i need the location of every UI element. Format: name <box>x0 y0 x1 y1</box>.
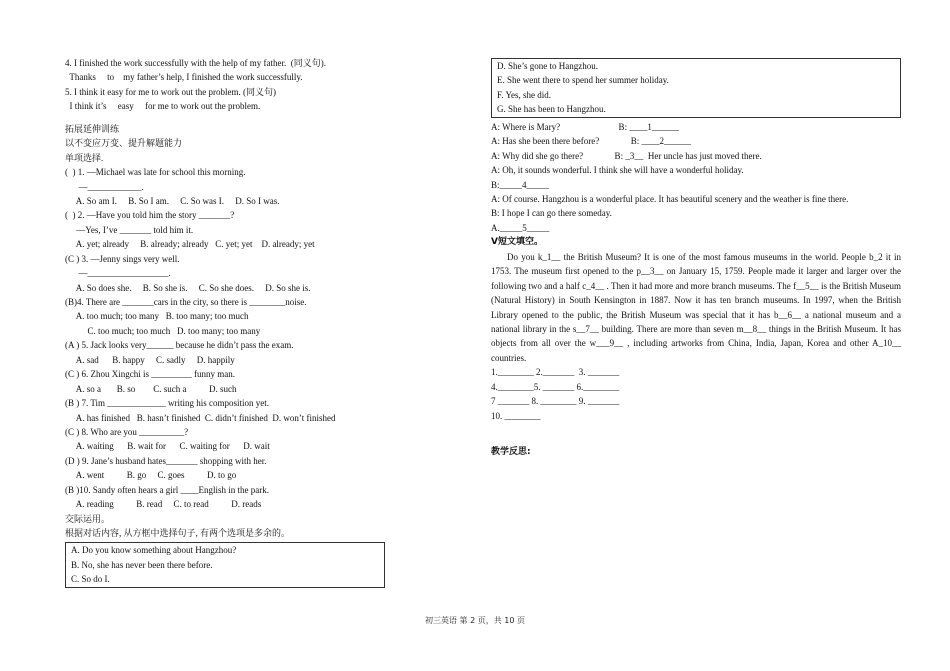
section-title: V短文填空。 <box>491 237 543 248</box>
option-line: A. Do you know something about Hangzhou? <box>71 545 237 556</box>
teaching-reflection: 教学反思: <box>491 447 531 458</box>
dialog-line: A: Where is Mary? B: ____1______ <box>491 121 679 132</box>
text-line: (B ) 7. Tim _____________ writing his composition yet. <box>65 398 270 409</box>
dialog-line: B: I hope I can go there someday. <box>491 208 612 219</box>
text-line <box>65 114 385 122</box>
dialog-line: A: Oh, it sounds wonderful. I think she will have a wonderful holiday. <box>491 165 744 176</box>
dialog-line: A: Has she been there before? B: ____2______ <box>491 136 691 147</box>
text-line: A. So does she. B. So she is. C. So she does. D. So she is. <box>65 282 311 293</box>
option-line: F. Yes, she did. <box>497 89 552 100</box>
passage <box>491 250 901 366</box>
text-line: A. reading B. read C. to read D. reads <box>65 499 262 510</box>
dialog-lines <box>491 120 901 236</box>
text-line: —Yes, I’ve _______ told him it. <box>65 224 194 235</box>
text-line: A. went B. go C. goes D. to go <box>65 470 237 481</box>
text-line: 拓展延伸训练 <box>65 123 120 134</box>
answer-line: 10. ________ <box>491 410 541 421</box>
text-line: A. has finished B. hasn’t finished C. didn’t finished D. won’t finished <box>65 412 336 423</box>
text-line: 4. I finished the work successfully with the help of my father. (同义句). <box>65 58 326 68</box>
text-line: —____________. <box>65 181 144 192</box>
text-line: ( ) 1. —Michael was late for school this morning. <box>65 167 246 178</box>
right-column <box>491 56 901 460</box>
passage-text: Do you k_1__ the British Museum? It is one of the most famous museums in the world. People b_2 it in 1753. The museum first opened to the p__3__ on January 15, 1759. People made it larger and larger over the following two and a half c_4__ . Then it had more and more branch museums. The f__5__ is the British Museum (Natural History) in South Kensington in 1887. Now it has ten branch museums. In 1997, when the British Library opened to the public, the British Museum was special that it has b__6__ a national museum and a national library in the s__7__ building. There are more than seven m__8__ things in the British Museum. It has objects from all over the w___9__ , including artworks from China, India, Japan, Korea and other A_10__ countries. <box>491 251 901 363</box>
text-line: 5. I think it easy for me to work out the problem. (同义句) <box>65 86 276 97</box>
answer-lines <box>491 365 901 423</box>
option-line: G. She has been to Hangzhou. <box>497 104 606 115</box>
option-line: D. She’s gone to Hangzhou. <box>497 61 598 71</box>
text-line: A. yet; already B. already; already C. yet; yet D. already; yet <box>65 239 315 250</box>
text-line: 根据对话内容, 从方框中选择句子, 有两个选项是多余的。 <box>65 528 291 538</box>
dialog-line: A._____5_____ <box>491 222 550 233</box>
option-line: B. No, she has never been there before. <box>71 559 213 570</box>
dialog-line: B:_____4_____ <box>491 179 550 190</box>
text-line: (C ) 3. —Jenny sings very well. <box>65 253 180 264</box>
options-box-left <box>65 542 385 587</box>
text-line: (D ) 9. Jane’s husband hates_______ shopping with her. <box>65 455 267 466</box>
text-line: ( ) 2. —Have you told him the story _______? <box>65 210 235 221</box>
answer-line: 1.________ 2._______ 3. _______ <box>491 367 620 378</box>
text-line: A. so a B. so C. such a D. such <box>65 383 237 394</box>
text-line: (C ) 6. Zhou Xingchi is _________ funny man. <box>65 369 235 380</box>
page-footer: 初三英语 第 2 页，共 10 页 <box>425 616 525 625</box>
text-line: (A ) 5. Jack looks very______ because he didn’t pass the exam. <box>65 340 294 351</box>
text-line: 单项选择. <box>65 152 104 163</box>
text-line: (C ) 8. Who are you __________? <box>65 426 189 437</box>
text-line: (B)4. There are _______cars in the city, so there is ________noise. <box>65 297 307 307</box>
answer-line: 7 _______ 8. ________ 9. _______ <box>491 396 620 407</box>
text-line: A. sad B. happy C. sadly D. happily <box>65 354 235 365</box>
options-box-right <box>491 58 901 118</box>
text-line: A. waiting B. wait for C. waiting for D. wait <box>65 441 270 452</box>
left-text-lines <box>65 56 385 540</box>
answer-line: 4.________5. _______ 6.________ <box>491 381 620 392</box>
option-line: C. So do I. <box>71 574 110 585</box>
left-column <box>65 56 385 590</box>
text-line: —__________________. <box>65 268 171 279</box>
dialog-line: A: Why did she go there? B: _3__ Her uncle has just moved there. <box>491 150 762 161</box>
dialog-line: A: Of course. Hangzhou is a wonderful place. It has beautiful scenery and the weather is fine there. <box>491 193 849 204</box>
text-line: (B )10. Sandy often hears a girl ____English in the park. <box>65 484 269 495</box>
text-line: 以不变应万变、提升解题能力 <box>65 138 183 149</box>
option-line: E. She went there to spend her summer holiday. <box>497 75 669 86</box>
text-line: I think it’s easy for me to work out the problem. <box>65 101 261 112</box>
text-line: 交际运用。 <box>65 513 111 524</box>
text-line: Thanks to my father’s help, I finished the work successfully. <box>65 72 303 83</box>
text-line: C. too much; too much D. too many; too many <box>65 325 261 336</box>
text-line: A. too much; too many B. too many; too much <box>65 311 249 322</box>
text-line: A. So am I. B. So I am. C. So was I. D. So I was. <box>65 195 280 206</box>
